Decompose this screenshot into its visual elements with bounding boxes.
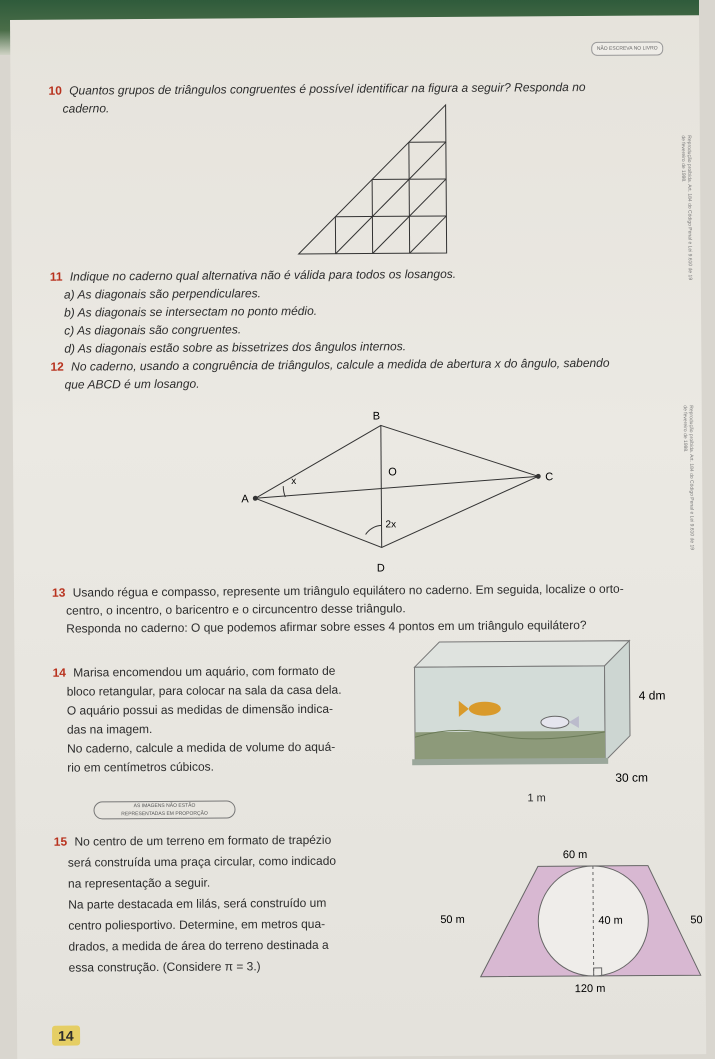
dim-right: 50 — [690, 914, 703, 927]
question-text: Na parte destacada em lilás, será construído um — [68, 895, 327, 912]
question-text: Indique no caderno qual alternativa não é válida para todos os losangos. — [69, 266, 457, 284]
dim-left: 50 m — [440, 913, 465, 927]
question-text: centro, o incentro, o baricentro e o circuncentro desse triângulo. — [66, 601, 406, 618]
question-15 — [54, 829, 435, 979]
dim-depth: 30 cm — [615, 770, 649, 785]
label-b: B — [372, 410, 381, 423]
aquarium-figure — [414, 635, 665, 787]
dim-height: 4 dm — [638, 688, 666, 703]
question-text: O aquário possui as medidas de dimensão indica- — [66, 701, 334, 718]
dim-length: 1 m — [527, 792, 546, 805]
question-11 — [50, 263, 701, 358]
page-number: 14 — [52, 1026, 80, 1046]
copyright-note: Reprodução proibida. Art. 184 do Código Penal e Lei 9.610 de 19 de fevereiro de 1998. — [681, 405, 695, 551]
label-2x: 2x — [385, 519, 397, 531]
copyright-note: Reprodução proibida. Art. 184 do Código Penal e Lei 9.610 de 19 de fevereiro de 1998. — [679, 135, 693, 281]
label-x: x — [291, 476, 297, 488]
question-number: 10 — [48, 83, 62, 98]
question-number: 12 — [50, 359, 64, 374]
question-text: das na imagem. — [66, 722, 153, 737]
dim-diameter: 40 m — [598, 914, 623, 927]
question-13 — [52, 579, 712, 638]
question-number: 11 — [49, 269, 63, 284]
label-o: O — [388, 466, 397, 479]
question-text: será construída uma praça circular, como indicado — [67, 853, 337, 870]
question-text: bloco retangular, para colocar na sala da casa dela. — [66, 682, 342, 699]
question-text: centro poliesportivo. Determine, em metros qua- — [68, 916, 326, 933]
label-a: A — [241, 493, 249, 506]
do-not-write-badge: NÃO ESCREVA NO LIVRO — [591, 41, 663, 56]
question-text: No caderno, calcule a medida de volume do aquá- — [67, 739, 336, 756]
question-text: rio em centímetros cúbicos. — [67, 759, 214, 775]
triangles-grid-figure — [296, 105, 457, 256]
question-text: Usando régua e compasso, represente um triângulo equilátero no caderno. Em seguida, localize o orto- — [72, 581, 624, 600]
question-text: No caderno, usando a congruência de triângulos, calcule a medida de abertura x do ângulo, sabendo — [71, 355, 610, 374]
proportion-stamp: AS IMAGENS NÃO ESTÃO REPRESENTADAS EM PROPORÇÃO — [93, 800, 235, 819]
question-text: caderno. — [62, 101, 110, 116]
question-text: Quantos grupos de triângulos congruentes é possível identificar na figura a seguir? Responda no — [69, 79, 586, 98]
question-14 — [52, 661, 413, 778]
question-number: 15 — [53, 834, 68, 849]
question-text: essa construção. (Considere π = 3.) — [68, 959, 261, 975]
question-text: que ABCD é um losango. — [64, 376, 200, 392]
option-a: a) As diagonais são perpendiculares. — [63, 286, 261, 302]
option-c: c) As diagonais são congruentes. — [64, 322, 242, 338]
question-text: na representação a seguir. — [67, 875, 211, 891]
option-b: b) As diagonais se intersectam no ponto médio. — [63, 303, 318, 320]
dim-top: 60 m — [562, 848, 588, 862]
option-d: d) As diagonais estão sobre as bissetrizes dos ângulos internos. — [64, 339, 407, 356]
question-text: Marisa encomendou um aquário, com formato de — [73, 663, 336, 680]
label-d: D — [376, 562, 385, 575]
rhombus-figure — [233, 406, 564, 578]
question-number: 13 — [51, 585, 66, 600]
question-text: No centro de um terreno em formato de trapézio — [74, 832, 332, 849]
question-text: drados, a medida de área do terreno destinada a — [68, 937, 329, 954]
question-number: 14 — [52, 665, 66, 680]
question-12 — [50, 353, 710, 394]
dim-bottom: 120 m — [574, 982, 606, 996]
textbook-page — [10, 15, 706, 1059]
label-c: C — [545, 471, 554, 484]
trapezoid-figure — [440, 835, 709, 997]
question-text: Responda no caderno: O que podemos afirmar sobre esses 4 pontos em um triângulo equilátero? — [66, 617, 587, 636]
